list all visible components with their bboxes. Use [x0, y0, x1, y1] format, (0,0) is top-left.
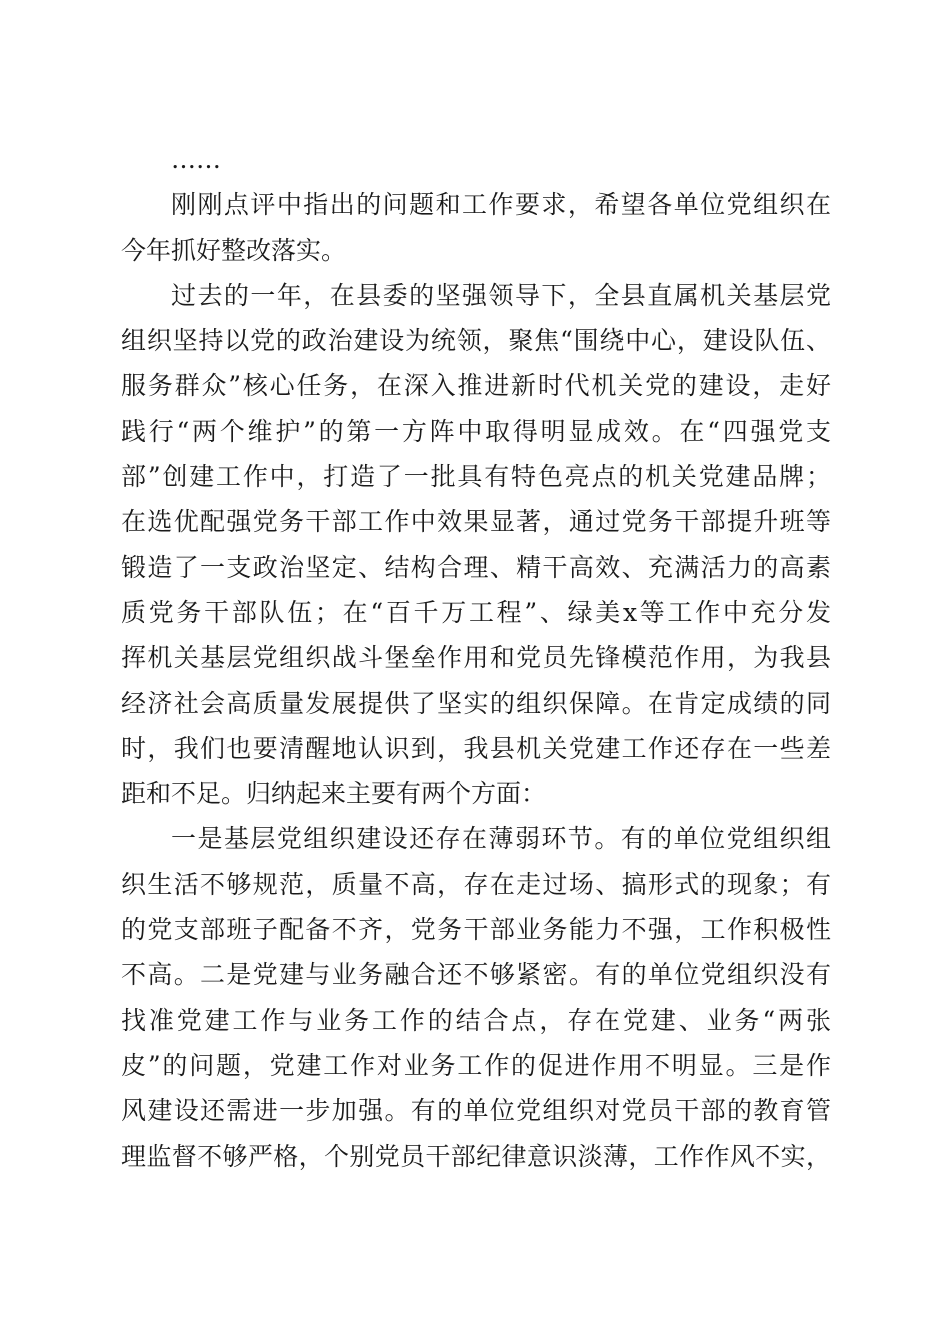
paragraph-line: 刚刚点评中指出的问题和工作要求，希望各单位党组织在 [171, 190, 831, 220]
paragraph-line: 质党务干部队伍；在“百千万工程”、绿美x等工作中充分发 [121, 597, 831, 627]
paragraph-1 [121, 182, 831, 273]
document-body [121, 137, 831, 1179]
paragraph-line: 找准党建工作与业务工作的结合点，存在党建、业务“两张 [121, 1005, 831, 1035]
paragraph-2 [121, 273, 831, 817]
paragraph-line: 组织坚持以党的政治建设为统领，聚焦“围绕中心，建设队伍、 [121, 326, 831, 356]
paragraph-line: 织生活不够规范，质量不高，存在走过场、搞形式的现象；有 [121, 869, 831, 899]
paragraph-line: 经济社会高质量发展提供了坚实的组织保障。在肯定成绩的同 [121, 688, 831, 718]
paragraph-line: 不高。二是党建与业务融合还不够紧密。有的单位党组织没有 [121, 960, 831, 990]
paragraph-line: 理监督不够严格，个别党员干部纪律意识淡薄，工作作风不实， [121, 1141, 831, 1171]
paragraph-line: 今年抓好整改落实。 [121, 235, 347, 265]
paragraph-line: 服务群众”核心任务，在深入推进新时代机关党的建设，走好 [121, 371, 831, 401]
ellipsis: …… [171, 145, 221, 174]
paragraph-line: 过去的一年，在县委的坚强领导下，全县直属机关基层党 [171, 280, 831, 310]
paragraph-line: 皮”的问题，党建工作对业务工作的促进作用不明显。三是作 [121, 1050, 831, 1080]
paragraph-line: 的党支部班子配备不齐，党务干部业务能力不强，工作积极性 [121, 915, 831, 945]
paragraph-line: 锻造了一支政治坚定、结构合理、精干高效、充满活力的高素 [121, 552, 831, 582]
paragraph-line: 风建设还需进一步加强。有的单位党组织对党员干部的教育管 [121, 1096, 831, 1126]
paragraph-line: 在选优配强党务干部工作中效果显著，通过党务干部提升班等 [121, 507, 831, 537]
paragraph-line: 一是基层党组织建设还存在薄弱环节。有的单位党组织组 [171, 824, 831, 854]
paragraph-3 [121, 816, 831, 1178]
paragraph-line: 践行“两个维护”的第一方阵中取得明显成效。在“四强党支 [121, 416, 831, 446]
paragraph-line: 时，我们也要清醒地认识到，我县机关党建工作还存在一些差 [121, 733, 831, 763]
paragraph-line: 挥机关基层党组织战斗堡垒作用和党员先锋模范作用，为我县 [121, 643, 831, 673]
paragraph-line: 部”创建工作中，打造了一批具有特色亮点的机关党建品牌； [121, 462, 831, 492]
paragraph-line: 距和不足。归纳起来主要有两个方面： [121, 779, 547, 809]
